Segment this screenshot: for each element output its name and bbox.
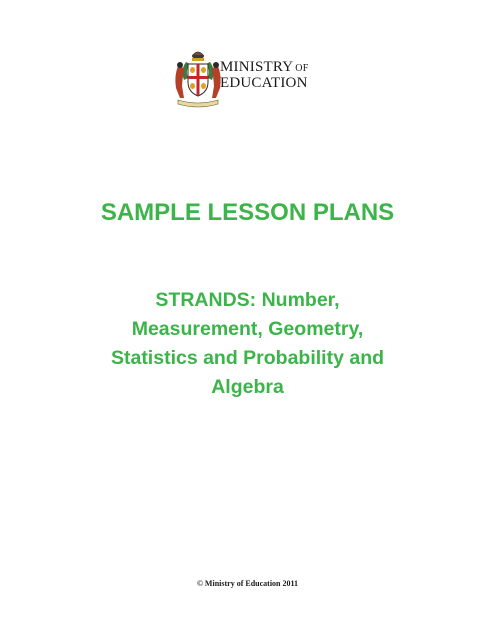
of-word: OF bbox=[295, 63, 309, 74]
strands-line: Statistics and Probability and bbox=[110, 347, 385, 369]
ministry-logo bbox=[172, 50, 332, 108]
strands-line: Algebra bbox=[211, 376, 284, 398]
strands-line: STRANDS: Number, bbox=[155, 289, 340, 311]
ministry-wordmark bbox=[220, 60, 308, 91]
page-title: SAMPLE LESSON PLANS bbox=[100, 199, 395, 226]
copyright-notice: © Ministry of Education 2011 bbox=[196, 579, 299, 588]
education-word: EDUCATION bbox=[220, 75, 308, 91]
coat-of-arms-icon bbox=[172, 50, 224, 108]
strands-subtitle bbox=[0, 286, 495, 402]
ministry-word: MINISTRY bbox=[220, 59, 294, 75]
strands-line: Measurement, Geometry, bbox=[131, 318, 364, 340]
